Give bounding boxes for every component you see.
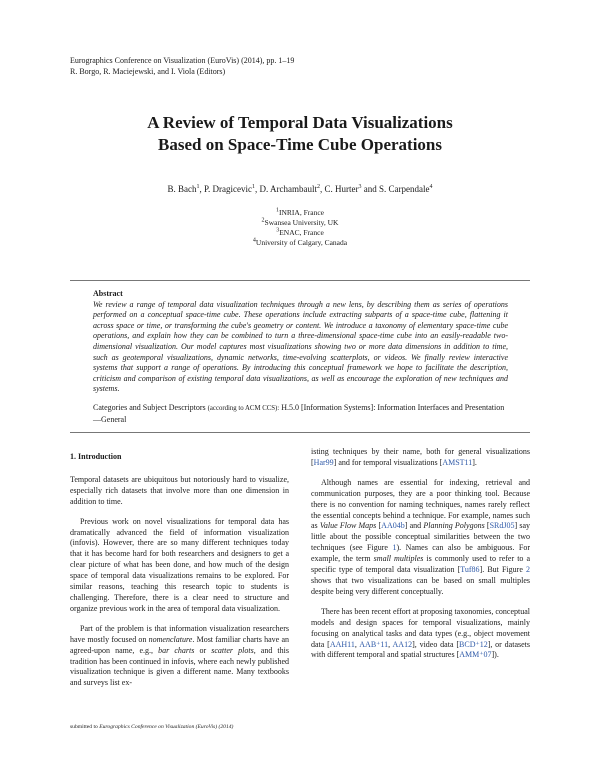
paragraph: There has been recent effort at proposing taxonomies, conceptual models and design spaces for temporal visualizations, mainly focusing on analytical tasks and data types (e.g., object movement data [AAH11, AAB⁺11, AA12], video data [BCD⁺12], or datasets with different temporal and spatial structures [AMM⁺07]). — [311, 606, 531, 660]
left-column — [70, 452, 289, 698]
citation-link[interactable]: AAB⁺11 — [359, 639, 389, 649]
citation-link[interactable]: AA04b — [381, 521, 405, 531]
title-line-2: Based on Space-Time Cube Operations — [158, 135, 442, 154]
header-editors: R. Borgo, R. Maciejewski, and I. Viola (Editors) — [70, 67, 226, 76]
abstract-body: We review a range of temporal data visualization techniques through a new lens, by describing them as series of operations performed on a conceptual space-time cube. These operations include extracting subparts of a space-time cube, flattening it across space or time, or transforming the cube's geometry or content. We introduce a taxonomy of elementary space-time cube operations, and explain how they can be combined to turn a three-dimensional space-time cube into an easily-readable two-dimensional visualization. Our model captures most visualizations showing two or more data dimensions in addition to time, such as geotemporal visualizations, dynamic networks, time-evolving scatterplots, or videos. We finally review interactive systems that support a range of operations. By introducing this conceptual framework we hope to facilitate the description, criticism and comparison of existing temporal data visualizations, as well as encourage the exploration of new techniques and systems. — [93, 299, 508, 394]
author-affil-mark: 3 — [358, 184, 362, 190]
running-header — [70, 55, 294, 77]
affil-mark: 3 — [276, 227, 280, 234]
citation-link[interactable]: Har99 — [313, 457, 334, 467]
section-heading: 1. Introduction — [70, 452, 122, 461]
right-column — [311, 447, 530, 670]
affiliation-list — [0, 208, 600, 248]
emphasis: small multiples — [373, 554, 424, 564]
emphasis: scatter plots — [211, 645, 254, 655]
affil-text: ENAC, France — [279, 228, 324, 237]
header-venue: Eurographics Conference on Visualization (EuroVis) (2014), pp. 1–19 — [70, 56, 295, 65]
author-affil-mark: 4 — [429, 184, 433, 190]
abstract-top-rule — [70, 280, 530, 281]
citation-link[interactable]: AMST11 — [442, 457, 473, 467]
affiliation — [0, 208, 600, 218]
abstract-heading: Abstract — [93, 289, 123, 298]
affil-text: University of Calgary, Canada — [255, 238, 348, 247]
ccs-lead: Categories and Subject Descriptors — [93, 403, 206, 412]
author-affil-mark: 1 — [196, 184, 200, 190]
ccs-descriptors — [93, 403, 508, 425]
citation-link[interactable]: AMM⁺07 — [459, 650, 492, 660]
citation-link[interactable]: AA12 — [392, 639, 413, 649]
affil-text: INRIA, France — [279, 208, 324, 217]
ccs-note: (according to ACM CCS): — [207, 405, 280, 412]
affiliation — [0, 218, 600, 228]
abstract-bottom-rule — [70, 432, 530, 433]
affil-text: Swansea University, UK — [264, 218, 339, 227]
figure-link[interactable]: 1 — [392, 543, 397, 553]
citation-link[interactable]: AAH11 — [329, 639, 355, 649]
footer-prefix: submitted to — [70, 724, 100, 730]
author-name: P. Dragicevic — [204, 184, 252, 194]
emphasis: nomenclature — [148, 634, 193, 644]
author-name: C. Hurter — [324, 184, 359, 194]
paragraph: isting techniques by their name, both for general visualizations [Har99] and for temporal visualizations [AMST11]. — [311, 447, 530, 467]
affiliation — [0, 228, 600, 238]
title-line-1: A Review of Temporal Data Visualizations — [147, 113, 453, 132]
author-name: S. Carpendale — [379, 184, 430, 194]
emphasis: bar charts — [158, 645, 195, 655]
figure-link[interactable]: 2 — [526, 565, 530, 575]
paragraph: Part of the problem is that information visualization researchers have mostly focused on nomenclature. Most familiar charts have an agreed-upon name, e.g., bar charts or scatter plots, and this tradition has been continued in infovis, where each newly published visualization technique is given a different name. Many textbooks and surveys list ex- — [70, 623, 289, 688]
author-name: D. Archambault — [259, 184, 317, 194]
page-footer — [70, 724, 233, 730]
author-affil-mark: 1 — [252, 184, 255, 190]
paragraph: Temporal datasets are ubiquitous but notoriously hard to visualize, especially rich datasets that involve more than one dimension in addition to time. — [70, 474, 289, 506]
citation-link[interactable]: Tuf86 — [460, 565, 480, 575]
paper-title — [0, 112, 600, 156]
author-name: B. Bach — [167, 184, 197, 194]
abstract — [93, 289, 508, 395]
affil-mark: 2 — [261, 217, 265, 224]
author-affil-mark: 2 — [317, 184, 320, 190]
footer-venue: Eurographics Conference on Visualization (EuroVis) (2014) — [99, 724, 234, 730]
citation-link[interactable]: SRdJ05 — [489, 521, 515, 531]
affiliation — [0, 238, 600, 248]
emphasis: Value Flow Maps — [319, 521, 377, 531]
citation-link[interactable]: BCD⁺12 — [459, 639, 488, 649]
emphasis: Planning Polygons — [423, 521, 485, 531]
author-list: B. Bach$^1$, P. Dragicevic$^1$, D. Archambault$^2$, C. Hurter$^3$ and S. Carpendale$^4$ — [167, 184, 433, 194]
paragraph: Although names are essential for indexing, retrieval and communication purposes, they are a poor thinking tool. Because there is no convention for naming techniques, names rarely reflect the essential concepts behind a technique. For example, names such as Value Flow Maps [AA04b] and Planning Polygons [SRdJ05] say little about the possible conceptual similarities between the two techniques (see Figure 1). Names can also be ambiguous. For example, the term small multiples is commonly used to refer to a specific type of temporal data visualization [Tuf86]. But Figure 2 shows that two visualizations can be based on small multiples despite being very different conceptually. — [311, 477, 531, 596]
affil-mark: 4 — [252, 237, 256, 244]
paragraph: Previous work on novel visualizations for temporal data has dramatically advanced the field of information visualization (infovis). However, there are so many different techniques today that it has become hard for both researchers and designers to get a clear picture of what has been done, and how much of the design space of temporal data visualizations remains to be explored. For similar reasons, teaching this research topic to students is challenging. Therefore, there is a clear need to structure and organize previous work in the area of temporal data visualization. — [70, 516, 289, 613]
affil-mark: 1 — [276, 207, 279, 214]
ccs-text: H.5.0 [Information Systems]: Information Interfaces and Presentation—General — [93, 403, 505, 424]
